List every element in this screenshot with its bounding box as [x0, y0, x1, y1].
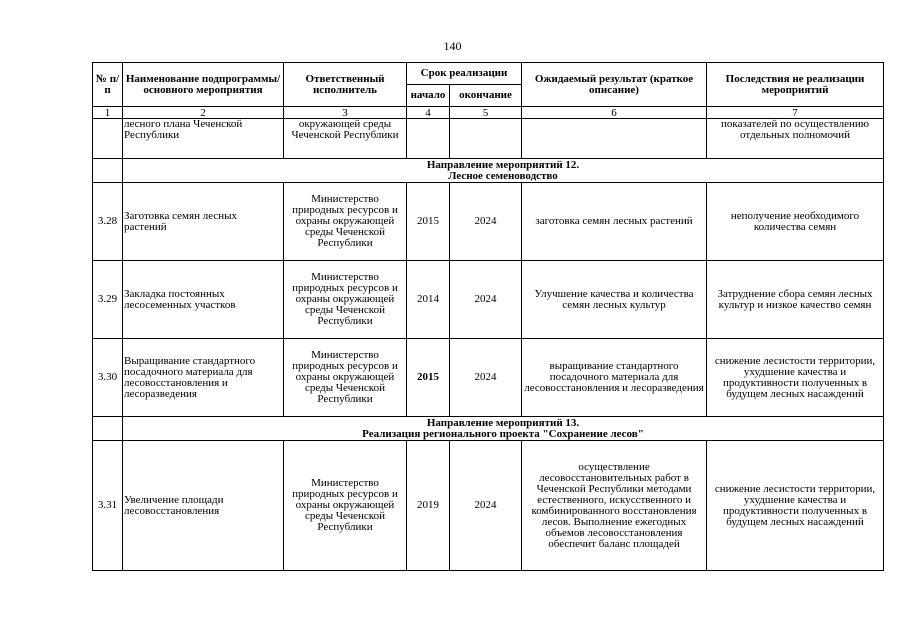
header-name: Наименование подпрограммы/ основного мероприятия: [123, 63, 284, 107]
row-name: лесного плана Чеченской Республики: [123, 119, 284, 159]
row-end: 2024: [450, 339, 522, 417]
header-end: окончание: [450, 85, 522, 107]
row-start: 2014: [407, 261, 450, 339]
row-result: Улучшение качества и количества семян лесных культур: [522, 261, 707, 339]
row-num: 3.30: [93, 339, 123, 417]
row-num: 3.28: [93, 183, 123, 261]
table-row: [93, 339, 884, 417]
header-num: № п/п: [93, 63, 123, 107]
column-number: 4: [407, 107, 450, 119]
column-number: 7: [707, 107, 884, 119]
row-executor: окружающей среды Чеченской Республики: [284, 119, 407, 159]
section-title-line2: Лесное семеноводство: [448, 169, 558, 182]
row-name: Увеличение площади лесовосстановления: [123, 441, 284, 571]
row-result: выращивание стандартного посадочного материала для лесовосстановления и лесоразведения: [522, 339, 707, 417]
row-consequences: Затруднение сбора семян лесных культур и низкое качество семян: [707, 261, 884, 339]
header-start: начало: [407, 85, 450, 107]
row-consequences: показателей по осуществлению отдельных полномочий: [707, 119, 884, 159]
section-title: [123, 159, 884, 183]
row-name: Закладка постоянных лесосеменных участков: [123, 261, 284, 339]
section-title-line1: Направление мероприятий 13.: [426, 416, 580, 429]
table-row: [93, 261, 884, 339]
row-executor: Министерство природных ресурсов и охраны окружающей среды Чеченской Республики: [284, 261, 407, 339]
row-name: Заготовка семян лесных растений: [123, 183, 284, 261]
row-num: [93, 119, 123, 159]
section-header-13: [93, 417, 884, 441]
header-executor: Ответственный исполнитель: [284, 63, 407, 107]
row-start: 2015: [407, 339, 450, 417]
row-executor: Министерство природных ресурсов и охраны окружающей среды Чеченской Республики: [284, 441, 407, 571]
section-title-line1: Направление мероприятий 12.: [426, 158, 580, 171]
header-consequences: Последствия не реализации мероприятий: [707, 63, 884, 107]
row-end: 2024: [450, 441, 522, 571]
header-row: [93, 63, 884, 85]
section-header-12: [93, 159, 884, 183]
row-result: заготовка семян лесных растений: [522, 183, 707, 261]
row-result: [522, 119, 707, 159]
measures-table: [92, 62, 884, 571]
section-title: [123, 417, 884, 441]
column-number: 2: [123, 107, 284, 119]
table-row: [93, 119, 884, 159]
row-start: [407, 119, 450, 159]
column-number-row: [93, 107, 884, 119]
row-start: 2019: [407, 441, 450, 571]
table-row: [93, 441, 884, 571]
row-consequences: снижение лесистости территории, ухудшение качества и продуктивности полученных в будущем лесных насаждений: [707, 441, 884, 571]
column-number: 3: [284, 107, 407, 119]
header-period: Срок реализации: [407, 63, 522, 85]
row-name: Выращивание стандартного посадочного материала для лесовосстановления и лесоразведения: [123, 339, 284, 417]
row-result: осуществление лесовосстановительных работ в Чеченской Республики методами естественного, искусственного и комбинированного восстановления лесов. Выполнение ежегодных объемов лесовосстановления обеспечит баланс площадей: [522, 441, 707, 571]
page-number: 140: [443, 39, 462, 53]
row-end: 2024: [450, 261, 522, 339]
table-row: [93, 183, 884, 261]
column-number: 1: [93, 107, 123, 119]
column-number: 5: [450, 107, 522, 119]
row-start: 2015: [407, 183, 450, 261]
row-executor: Министерство природных ресурсов и охраны окружающей среды Чеченской Республики: [284, 183, 407, 261]
row-num: 3.29: [93, 261, 123, 339]
section-title-line2: Реализация регионального проекта "Сохранение лесов": [362, 427, 644, 440]
row-consequences: снижение лесистости территории, ухудшение качества и продуктивности полученных в будущем лесных насаждений: [707, 339, 884, 417]
row-consequences: неполучение необходимого количества семян: [707, 183, 884, 261]
column-number: 6: [522, 107, 707, 119]
row-executor: Министерство природных ресурсов и охраны окружающей среды Чеченской Республики: [284, 339, 407, 417]
row-num: 3.31: [93, 441, 123, 571]
row-end: [450, 119, 522, 159]
header-result: Ожидаемый результат (краткое описание): [522, 63, 707, 107]
row-end: 2024: [450, 183, 522, 261]
